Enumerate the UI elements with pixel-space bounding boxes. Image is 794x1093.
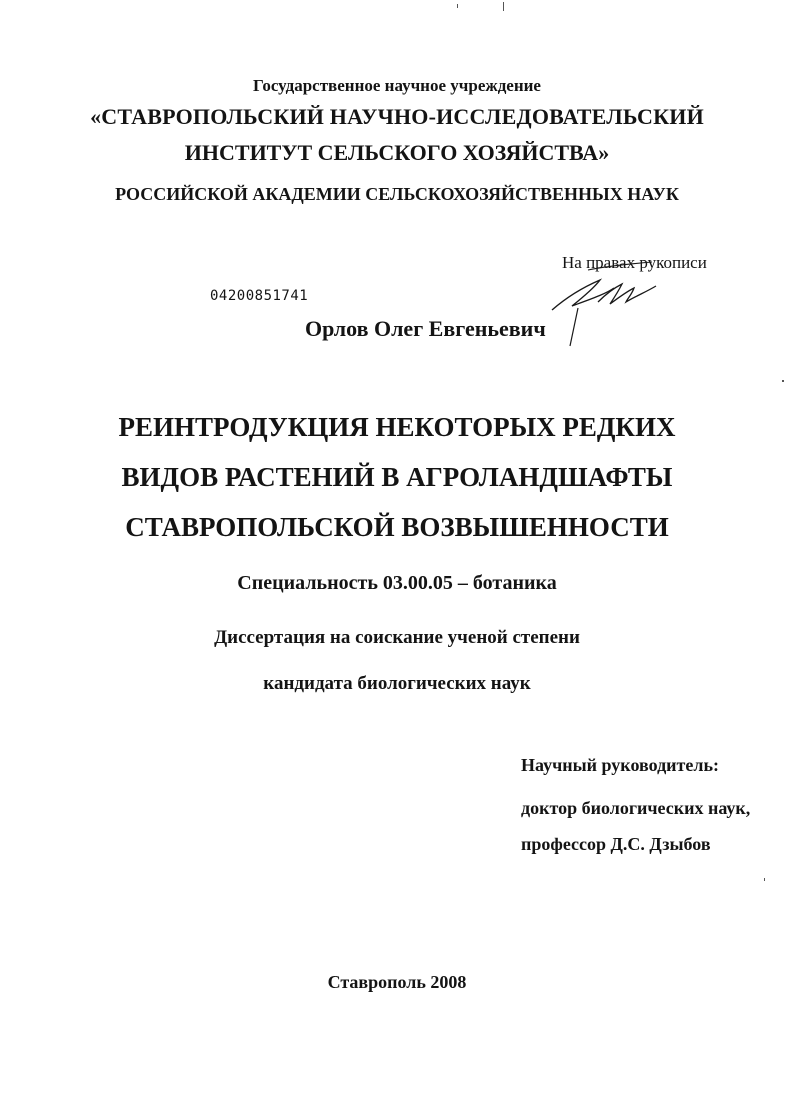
- rights-note: На правах рукописи: [562, 253, 707, 272]
- supervisor-label: Научный руководитель:: [521, 755, 719, 775]
- dissertation-title-line-1: РЕИНТРОДУКЦИЯ НЕКОТОРЫХ РЕДКИХ: [118, 412, 676, 442]
- specialty: Специальность 03.00.05 – ботаника: [237, 572, 557, 594]
- institution-type: Государственное научное учреждение: [253, 76, 541, 95]
- scan-mark: [457, 4, 458, 8]
- author-name: Орлов Олег Евгеньевич: [305, 316, 546, 341]
- scan-mark: [782, 380, 784, 382]
- degree-line-2: кандидата биологических наук: [263, 673, 531, 694]
- supervisor-name: профессор Д.С. Дзыбов: [521, 834, 711, 854]
- city-year: Ставрополь 2008: [327, 972, 467, 992]
- degree-line-1: Диссертация на соискание ученой степени: [214, 627, 580, 648]
- scan-mark: [764, 878, 765, 881]
- dissertation-title-line-3: СТАВРОПОЛЬСКОЙ ВОЗВЫШЕННОСТИ: [125, 512, 669, 542]
- supervisor-degree: доктор биологических наук,: [521, 798, 751, 818]
- academy-name: РОССИЙСКОЙ АКАДЕМИИ СЕЛЬСКОХОЗЯЙСТВЕННЫХ НАУК: [115, 184, 679, 204]
- scan-mark: [503, 2, 504, 11]
- signature-icon: [548, 258, 678, 348]
- dissertation-title-line-2: ВИДОВ РАСТЕНИЙ В АГРОЛАНДШАФТЫ: [121, 462, 673, 492]
- institution-name-line-2: ИНСТИТУТ СЕЛЬСКОГО ХОЗЯЙСТВА»: [184, 140, 610, 165]
- institution-name-line-1: «СТАВРОПОЛЬСКИЙ НАУЧНО-ИССЛЕДОВАТЕЛЬСКИЙ: [90, 104, 704, 129]
- catalog-code: 04200851741: [210, 288, 309, 304]
